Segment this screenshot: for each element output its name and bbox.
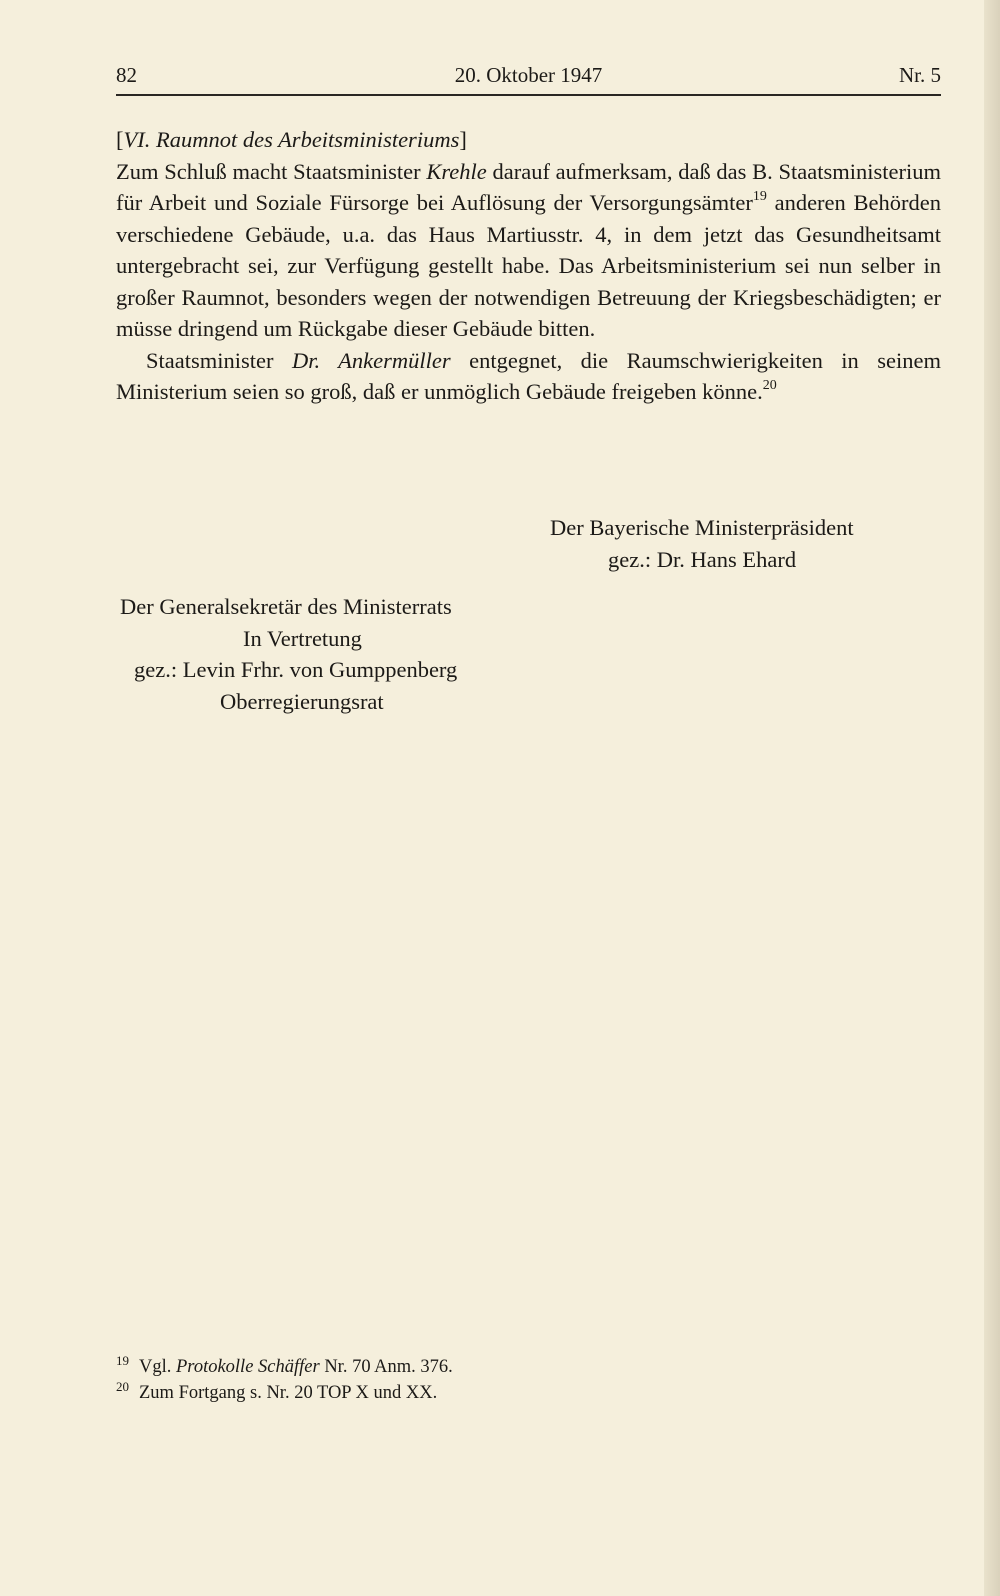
signature-title: Der Generalsekretär des Ministerrats: [120, 594, 452, 619]
footnote-20: $^{20}$ Zum Fortgang s. Nr. 20 TOP X und XX.: [116, 1378, 438, 1403]
signature-block-ministerpraesident: [550, 512, 910, 575]
section-heading: [VI. Raumnot des Arbeitsministeriums]: [116, 127, 467, 152]
header-date: 20. Oktober 1947: [454, 63, 603, 87]
person-name: Dr. Ankermüller: [291, 347, 451, 373]
signature-name: gez.: Levin Frhr. von Gumppenberg: [134, 657, 458, 682]
signature-rank: Oberregierungsrat: [220, 688, 384, 714]
signature-role: In Vertretung: [243, 625, 362, 651]
page-number: 82: [116, 63, 137, 87]
footnotes: [116, 1354, 916, 1406]
section-title: VI. Raumnot des Arbeitsministeriums: [123, 127, 460, 152]
footnote-ref-19[interactable]: 19: [752, 188, 767, 204]
paragraph-ankermueller: Staatsminister Dr. Ankermüller entgegnet, die Raumschwierigkeiten in seinem Ministerium seien so groß, daß er unmöglich Gebäude freigeben könne.$^{20}$: [116, 347, 941, 404]
person-name: Krehle: [426, 158, 487, 184]
paragraph-krehle: Zum Schluß macht Staatsminister Krehle darauf aufmerksam, daß das B. Staatsministerium für Arbeit und Soziale Fürsorge bei Auflösung der Versorgungsämter$^{19}$ anderen Behörden verschiedene Gebäude, u.a. das Haus Martiusstr. 4, in dem jetzt das Gesundheitsamt untergebracht sei, zur Verfügung gestellt habe. Das Arbeitsministerium sei nun selber in großer Raumnot, besonders wegen der notwendigen Betreuung der Kriegsbeschädigten; er müsse dringend um Rückgabe dieser Gebäude bitten.: [116, 158, 942, 341]
header-rule: [116, 94, 941, 96]
issue-number: Nr. 5: [899, 63, 941, 87]
footnote-ref-20[interactable]: 20: [762, 377, 777, 393]
signature-block-generalsekretaer: [120, 591, 580, 717]
signature-title: Der Bayerische Ministerpräsident: [550, 515, 854, 540]
main-text: [116, 124, 941, 408]
footnote-19: $^{19}$ Vgl. Protokolle Schäffer Nr. 70 Anm. 376.: [116, 1352, 453, 1377]
page-edge-shadow: [984, 0, 1000, 1596]
signature-name: gez.: Dr. Hans Ehard: [608, 546, 797, 572]
running-header: [116, 58, 941, 94]
